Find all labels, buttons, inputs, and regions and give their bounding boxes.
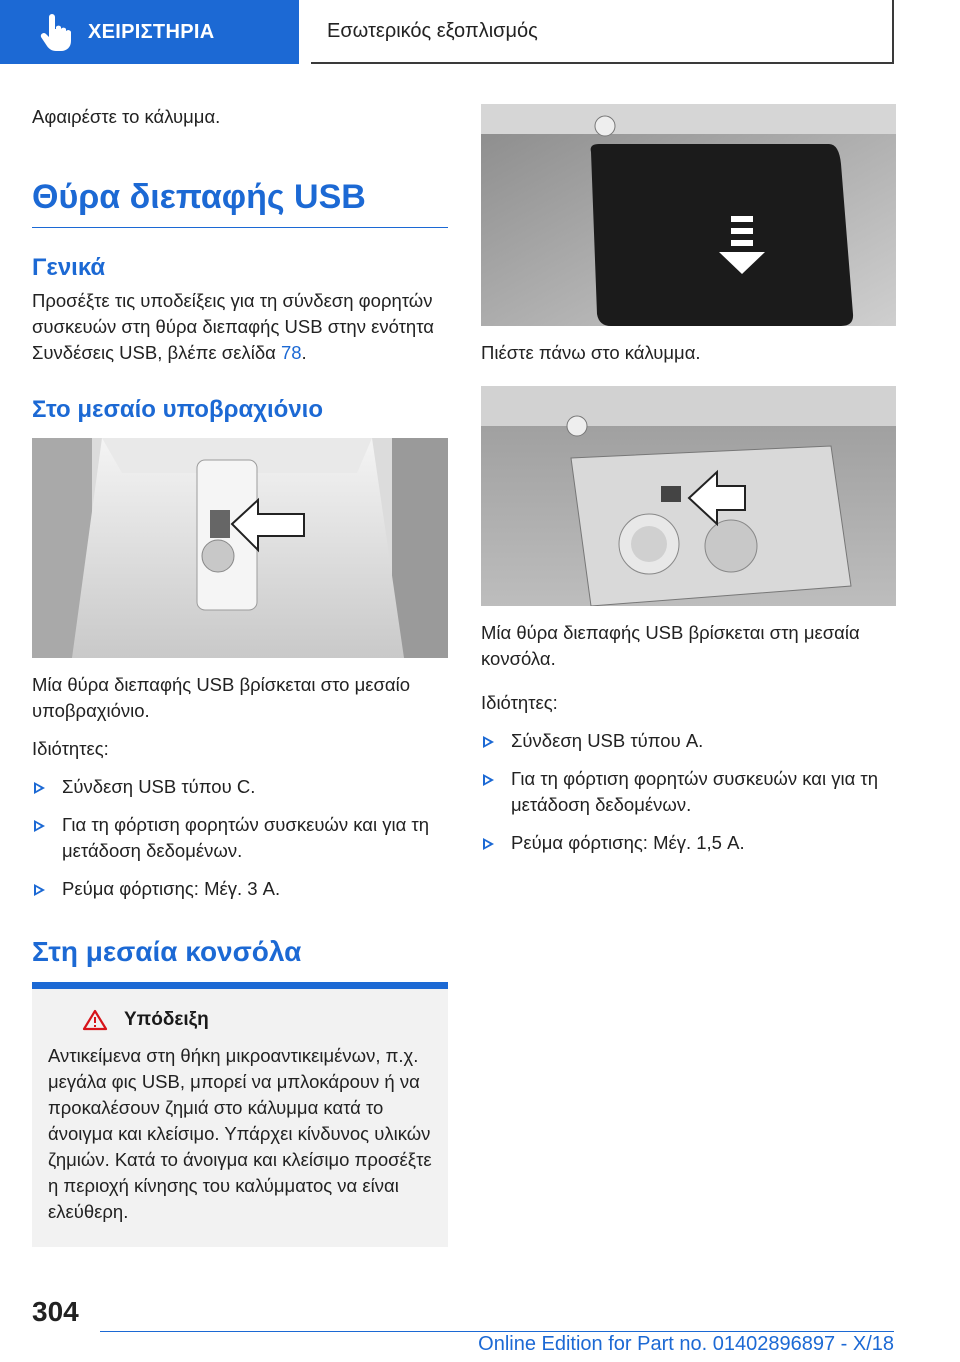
armrest-heading: Στο μεσαίο υποβραχιόνιο (32, 396, 324, 423)
triangle-bullet-icon (483, 838, 494, 850)
triangle-bullet-icon (34, 884, 45, 896)
armrest-props-label: Ιδιότητες: (32, 738, 109, 759)
right-column (481, 104, 896, 868)
note-bar (32, 982, 448, 989)
page-number: 304 (32, 1296, 79, 1327)
note-box (32, 989, 448, 1247)
warning-triangle-icon (82, 1009, 108, 1031)
console-props-label: Ιδιότητες: (481, 692, 558, 713)
console-props-list (481, 728, 896, 856)
footer-divider (100, 1331, 894, 1332)
left-column (32, 96, 448, 1247)
manual-tab[interactable] (0, 0, 299, 64)
general-text-end: . (301, 342, 307, 363)
note-text: Αντικείμενα στη θήκη μικροαντικειμένων, π.χ. μεγάλα φις USB, μπορεί να μπλοκάρουν ή να προκαλέσουν ζημιά στο κάλυμμα κατά το άνοιγμα και κλείσιμο. Υπάρχει κίνδυνος υλικών ζημιών. Κατά το άνοιγμα και κλείσιμο προσέξτε η περιοχή κίνησης του καλύμματος να είναι ελεύθερη. (48, 1045, 432, 1222)
list-item (32, 876, 448, 902)
list-item-text: Σύνδεση USB τύπου C. (62, 776, 256, 797)
hand-pointer-icon (36, 13, 74, 51)
triangle-bullet-icon (483, 774, 494, 786)
list-item (32, 812, 448, 864)
list-item-text: Ρεύμα φόρτισης: Μέγ. 1,5 A. (511, 832, 745, 853)
list-item-text: Σύνδεση USB τύπου A. (511, 730, 704, 751)
armrest-usb-photo (32, 438, 448, 658)
armrest-caption: Μία θύρα διεπαφής USB βρίσκεται στο μεσαίο υποβραχιόνιο. (32, 674, 410, 721)
note-title: Υπόδειξη (124, 1009, 209, 1030)
general-text-body: Προσέξτε τις υποδείξεις για τη σύνδεση φορητών συσκευών στη θύρα διεπαφής USB στην ενότητα Συνδέσεις USB, βλέπε σελίδα (32, 290, 434, 363)
list-item-text: Ρεύμα φόρτισης: Μέγ. 3 A. (62, 878, 281, 899)
triangle-bullet-icon (483, 736, 494, 748)
page-title: Θύρα διεπαφής USB (32, 178, 448, 228)
page-link[interactable]: 78 (280, 342, 302, 363)
console-caption: Μία θύρα διεπαφής USB βρίσκεται στη μεσαία κονσόλα. (481, 622, 860, 669)
list-item (481, 830, 896, 856)
general-heading: Γενικά (32, 254, 106, 281)
section-title: Εσωτερικός εξοπλισμός (311, 0, 894, 64)
armrest-props-list (32, 774, 448, 902)
console-cover-photo (481, 104, 896, 326)
list-item (481, 766, 896, 818)
list-item-text: Για τη φόρτιση φορητών συσκευών και για τη μετάδοση δεδομένων. (62, 814, 430, 861)
console-usb-photo (481, 386, 896, 606)
console-heading: Στη μεσαία κονσόλα (32, 936, 302, 967)
general-text (32, 288, 448, 366)
list-item-text: Για τη φόρτιση φορητών συσκευών και για τη μετάδοση δεδομένων. (511, 768, 879, 815)
triangle-bullet-icon (34, 782, 45, 794)
triangle-bullet-icon (34, 820, 45, 832)
intro-text: Αφαιρέστε το κάλυμμα. (32, 106, 221, 127)
edition-text: Online Edition for Part no. 01402896897 - X/18 (478, 1333, 894, 1355)
manual-tab-label: ΧΕΙΡΙΣΤΗΡΙΑ (88, 20, 215, 43)
cover-caption: Πιέστε πάνω στο κάλυμμα. (481, 342, 701, 363)
list-item (481, 728, 896, 754)
list-item (32, 774, 448, 800)
